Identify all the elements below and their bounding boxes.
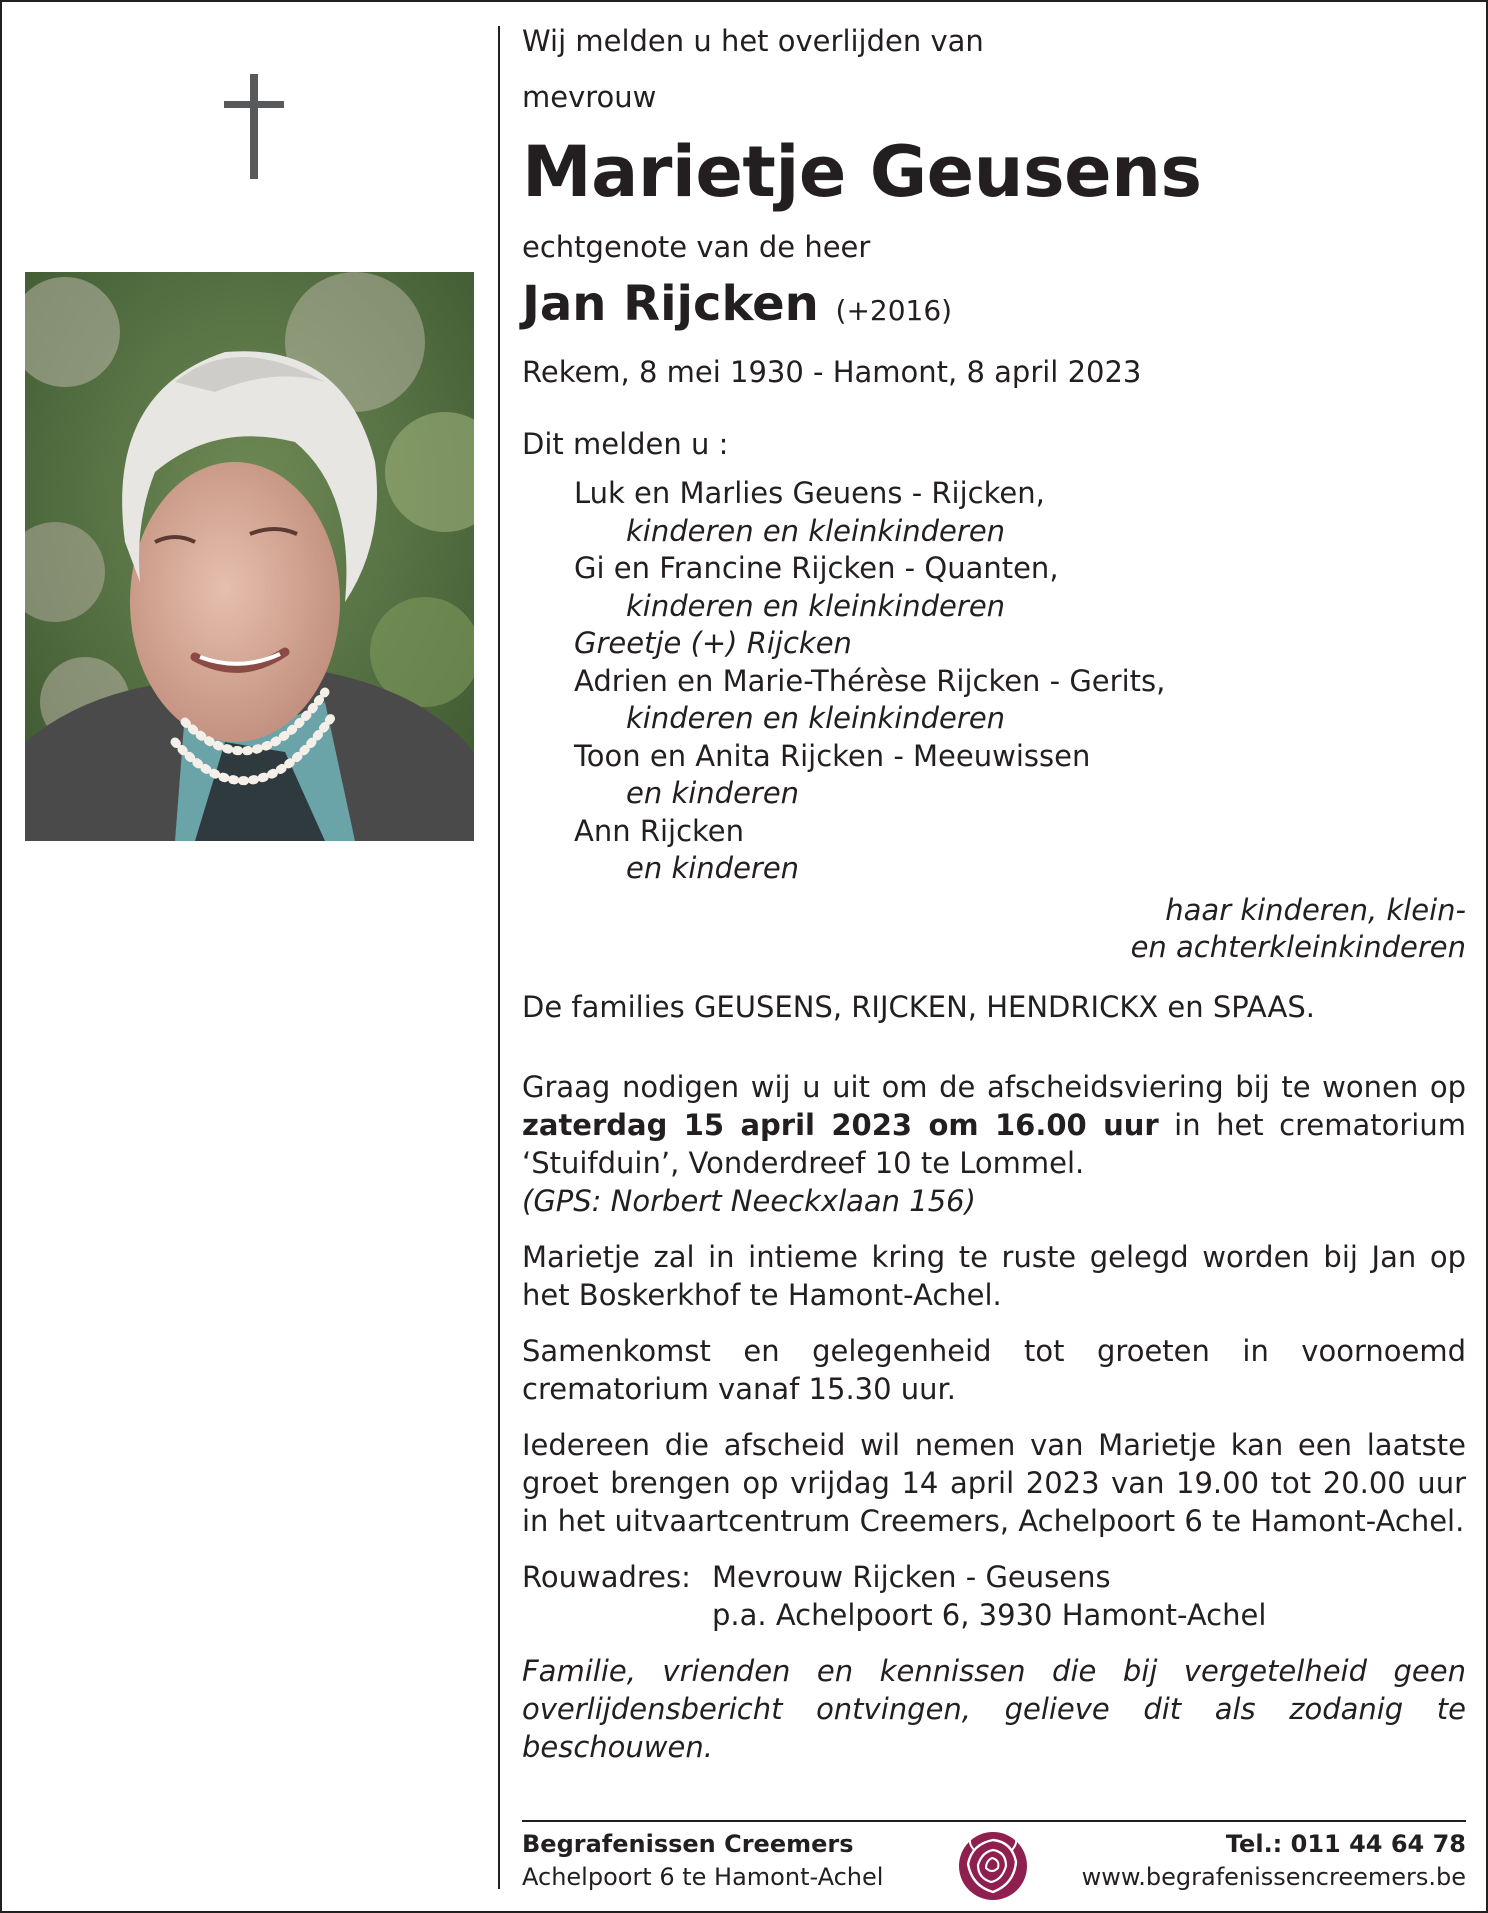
notice-text: Familie, vrienden en kennissen die bij vergetelheid geen overlijdensbericht ontvingen, gelieve dit als zodanig te beschouwen. <box>522 1653 1466 1764</box>
family-member-name: Greetje (+) Rijcken <box>574 626 852 660</box>
footer-rule <box>522 1820 1466 1822</box>
family-member <box>574 550 1466 625</box>
footer <box>522 1828 1466 1898</box>
burial-text: Marietje zal in intieme kring te ruste gelegd worden bij Jan op het Boskerkhof te Hamont-Achel. <box>522 1239 1466 1312</box>
spouse-label: echtgenote van de heer <box>522 230 871 264</box>
vertical-divider <box>498 26 500 1889</box>
families-line: De families GEUSENS, RIJCKEN, HENDRICKX en SPAAS. <box>522 989 1316 1024</box>
ceremony-gps: (GPS: Norbert Neeckxlaan 156) <box>522 1183 976 1218</box>
family-member-relation: en kinderen <box>626 851 800 885</box>
ceremony-date: zaterdag 15 april 2023 om 16.00 uur <box>522 1107 1159 1142</box>
announce-line: Dit melden u : <box>522 427 729 461</box>
rouwadres <box>522 1558 1466 1634</box>
intro-line-2: mevrouw <box>522 80 657 114</box>
intro-line-1: Wij melden u het overlijden van <box>522 24 984 58</box>
rouwadres-line-2: p.a. Achelpoort 6, 3930 Hamont-Achel <box>712 1597 1267 1632</box>
family-member <box>574 625 1466 663</box>
obituary-text <box>522 22 1466 1766</box>
ceremony-text <box>522 1068 1466 1182</box>
family-member-relation: kinderen en kleinkinderen <box>626 513 1006 548</box>
family-member-name: Gi en Francine Rijcken - Quanten, <box>574 551 1059 585</box>
rose-logo-icon <box>954 1828 1032 1906</box>
farewell-text: Iedereen die afscheid wil nemen van Marietje kan een laatste groet brengen op vrijdag 14 april 2023 van 19.00 tot 20.00 uur in het uitvaartcentrum Creemers, Achelpoort 6 te Hamont-Achel. <box>522 1427 1466 1538</box>
company-website: www.begrafenissencreemers.be <box>1081 1863 1466 1891</box>
deceased-name: Marietje Geusens <box>522 131 1202 213</box>
family-member-relation: en kinderen <box>626 776 800 810</box>
family-member <box>574 663 1466 738</box>
spouse-note: (+2016) <box>835 294 953 327</box>
company-phone: Tel.: 011 44 64 78 <box>1225 1830 1466 1858</box>
family-member-name: Toon en Anita Rijcken - Meeuwissen <box>574 738 1091 773</box>
family-list <box>522 475 1466 888</box>
cross-icon <box>224 74 284 179</box>
family-member-relation: kinderen en kleinkinderen <box>626 588 1006 623</box>
ceremony-pre: Graag nodigen wij u uit om de afscheidsviering bij te wonen op <box>522 1069 1466 1104</box>
rouwadres-line-1: Mevrouw Rijcken - Geusens <box>712 1559 1111 1594</box>
grandchildren-line-1: haar kinderen, klein- <box>1165 892 1466 927</box>
family-member <box>574 475 1466 550</box>
company-address: Achelpoort 6 te Hamont-Achel <box>522 1863 884 1891</box>
portrait-photo <box>25 272 474 841</box>
spouse-name: Jan Rijcken <box>522 276 819 332</box>
family-member <box>574 738 1466 813</box>
grandchildren-line-2: en achterkleinkinderen <box>1130 929 1466 964</box>
gathering-text: Samenkomst en gelegenheid tot groeten in voornoemd crematorium vanaf 15.30 uur. <box>522 1333 1466 1406</box>
family-member <box>574 813 1466 888</box>
family-member-name: Ann Rijcken <box>574 813 745 848</box>
family-member-relation: kinderen en kleinkinderen <box>626 701 1006 735</box>
spouse-name-line <box>522 276 1466 339</box>
company-name: Begrafenissen Creemers <box>522 1830 854 1858</box>
family-member-name: Luk en Marlies Geuens - Rijcken, <box>574 476 1045 510</box>
family-member-name: Adrien en Marie-Thérèse Rijcken - Gerits, <box>574 663 1166 698</box>
rouwadres-label: Rouwadres: <box>522 1559 691 1594</box>
life-dates: Rekem, 8 mei 1930 - Hamont, 8 april 2023 <box>522 355 1142 389</box>
ceremony-post: in het crematorium ‘Stuifduin’, Vonderdreef 10 te Lommel. <box>522 1107 1466 1180</box>
